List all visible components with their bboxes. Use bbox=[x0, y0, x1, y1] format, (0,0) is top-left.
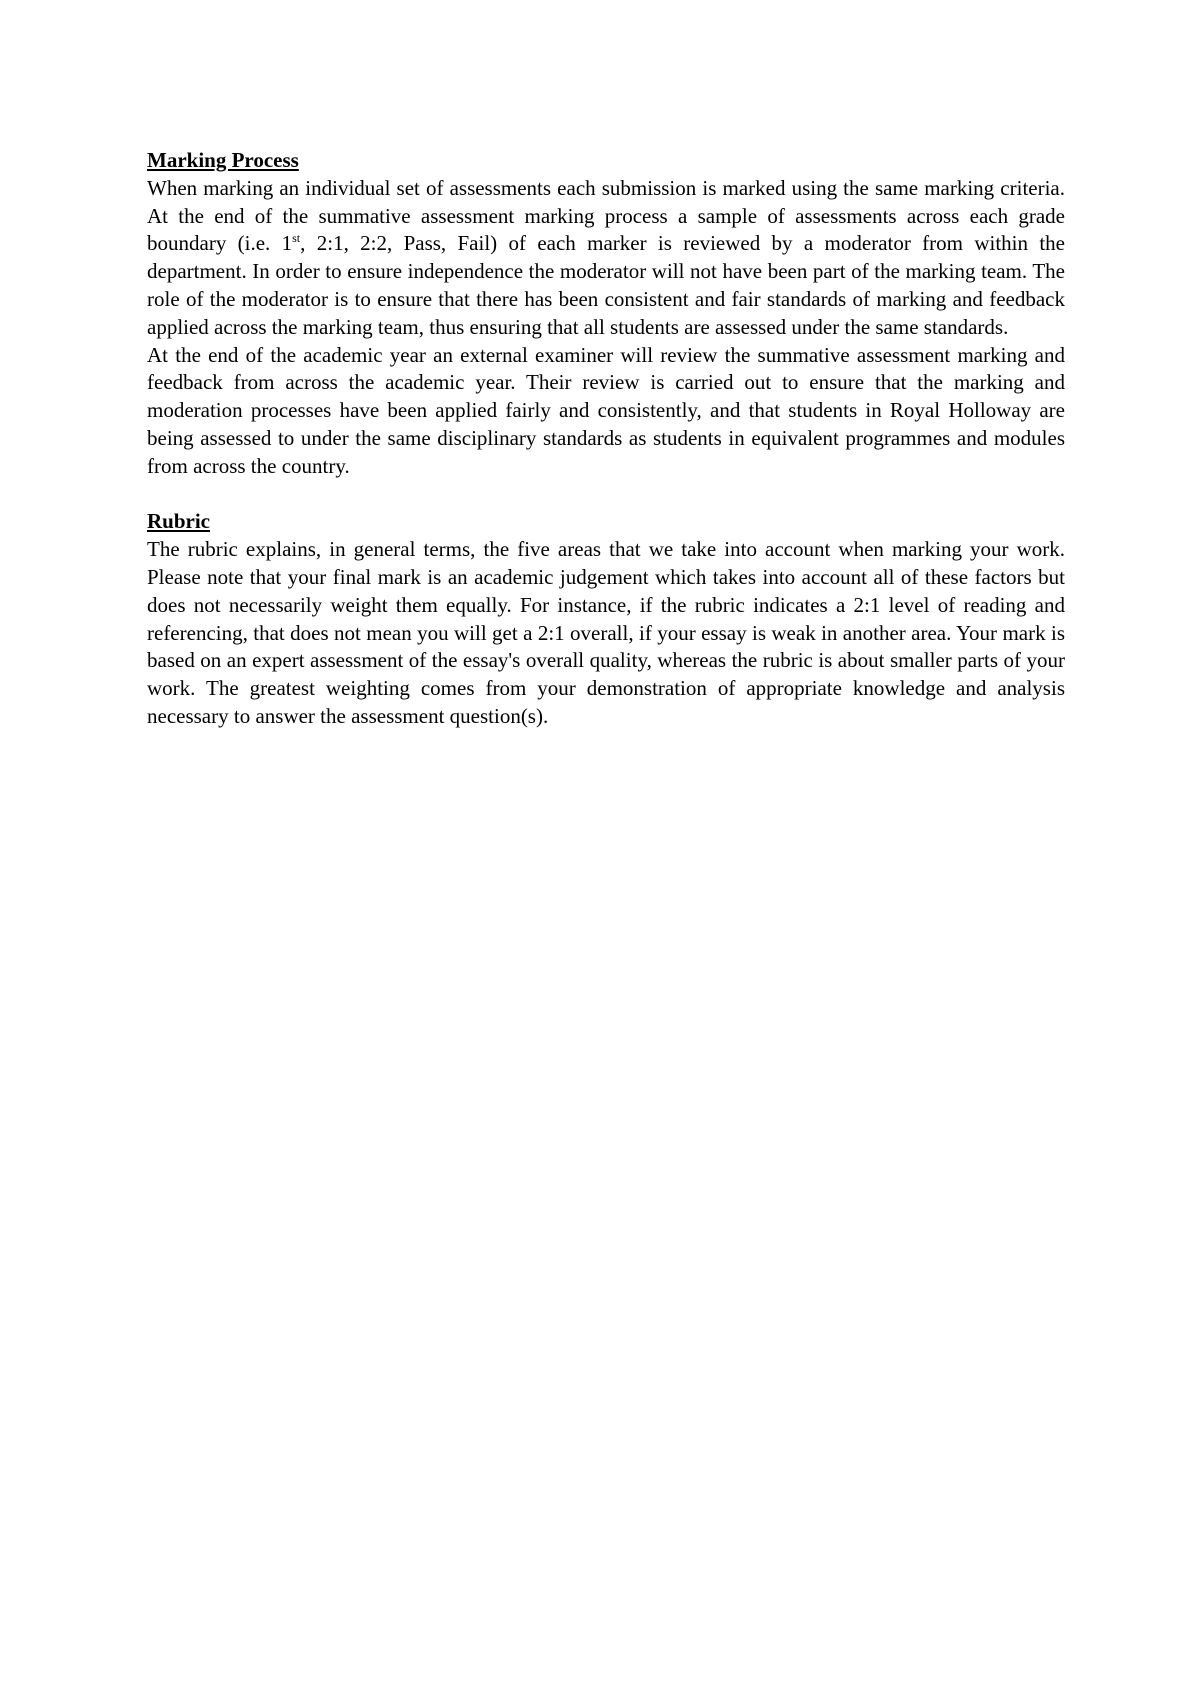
marking-process-heading: Marking Process bbox=[147, 148, 299, 172]
rubric-heading: Rubric bbox=[147, 509, 210, 534]
marking-process-paragraph-1-text-a: When marking an individual set of assessments each submission is marked using the same marking criteria. At the end of the summative assessment marking process a sample of assessments across each grade boundary (i.e. 1 bbox=[147, 175, 1065, 256]
document-page bbox=[147, 147, 1065, 731]
ordinal-superscript: st bbox=[292, 231, 301, 246]
marking-process-paragraph-2: At the end of the academic year an external examiner will review the summative assessment marking and feedback from across the academic year. Their review is carried out to ensure that the marking and moderation processes have been applied fairly and consistently, and that students in Royal Holloway are being assessed to under the same disciplinary standards as students in equivalent programmes and modules from across the country. bbox=[147, 342, 1065, 478]
rubric-paragraph-1: The rubric explains, in general terms, the five areas that we take into account when marking your work. Please note that your final mark is an academic judgement which takes into account all of these factors but does not necessarily weight them equally. For instance, if the rubric indicates a 2:1 level of reading and referencing, that does not mean you will get a 2:1 overall, if your essay is weak in another area. Your mark is based on an expert assessment of the essay's overall quality, whereas the rubric is about smaller parts of your work. The greatest weighting comes from your demonstration of appropriate knowledge and analysis necessary to answer the assessment question(s). bbox=[147, 537, 1065, 728]
section-spacer bbox=[147, 481, 1065, 509]
marking-process-paragraph-1-text-b: , 2:1, 2:2, Pass, Fail) of each marker is reviewed by a moderator from within the department. In order to ensure independence the moderator will not have been part of the marking team. The role of the moderator is to ensure that there has been consistent and fair standards of marking and feedback applied across the marking team, thus ensuring that all students are assessed under the same standards. bbox=[147, 231, 1065, 339]
marking-process-paragraph-1 bbox=[147, 175, 1065, 342]
